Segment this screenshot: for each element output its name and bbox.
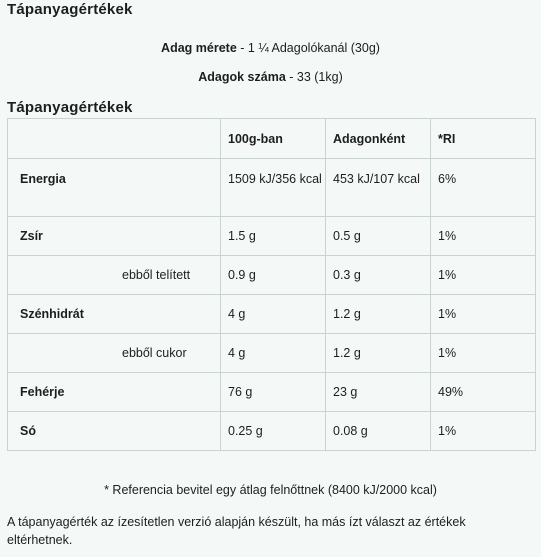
row-per100: 1.5 g bbox=[221, 217, 326, 256]
row-name: Zsír bbox=[8, 217, 221, 256]
table-row bbox=[8, 373, 536, 412]
row-ri: 1% bbox=[431, 295, 536, 334]
row-ri: 49% bbox=[431, 373, 536, 412]
serving-size-label: Adag mérete bbox=[161, 41, 237, 55]
row-per-serving: 1.2 g bbox=[326, 334, 431, 373]
row-ri: 1% bbox=[431, 256, 536, 295]
header-cell-name bbox=[8, 119, 221, 159]
row-per100: 76 g bbox=[221, 373, 326, 412]
disclaimer: A tápanyagérték az ízesítetlen verzió alapján készült, ha más ízt választ az értékek eltérhetnek. bbox=[7, 515, 466, 547]
row-name: Szénhidrát bbox=[8, 295, 221, 334]
row-per-serving: 0.5 g bbox=[326, 217, 431, 256]
row-per100: 0.25 g bbox=[221, 412, 326, 451]
row-per-serving: 0.08 g bbox=[326, 412, 431, 451]
row-name: Energia bbox=[8, 159, 221, 217]
serving-size-value: - 1 ¼ Adagolókanál (30g) bbox=[236, 41, 380, 55]
row-name: ebből cukor bbox=[8, 334, 221, 373]
row-per100: 4 g bbox=[221, 295, 326, 334]
row-per100: 4 g bbox=[221, 334, 326, 373]
header-cell-ri: *RI bbox=[431, 119, 536, 159]
footnote: * Referencia bevitel egy átlag felnőttnek (8400 kJ/2000 kcal) bbox=[104, 483, 437, 497]
row-per-serving: 23 g bbox=[326, 373, 431, 412]
row-ri: 1% bbox=[431, 412, 536, 451]
header-cell-per100: 100g-ban bbox=[221, 119, 326, 159]
header-cell-per-serving: Adagonként bbox=[326, 119, 431, 159]
row-per-serving: 1.2 g bbox=[326, 295, 431, 334]
table-row bbox=[8, 217, 536, 256]
row-name: ebből telített bbox=[8, 256, 221, 295]
row-ri: 6% bbox=[431, 159, 536, 217]
nutrition-table bbox=[7, 118, 536, 451]
table-row bbox=[8, 334, 536, 373]
servings-count-value: - 33 (1kg) bbox=[285, 70, 343, 84]
servings-count bbox=[0, 70, 541, 84]
row-per100: 0.9 g bbox=[221, 256, 326, 295]
row-per100: 1509 kJ/356 kcal bbox=[221, 159, 326, 217]
table-row bbox=[8, 159, 536, 217]
table-header-row bbox=[8, 119, 536, 159]
row-ri: 1% bbox=[431, 334, 536, 373]
table-row bbox=[8, 295, 536, 334]
row-name: Só bbox=[8, 412, 221, 451]
serving-size bbox=[0, 41, 541, 55]
row-name: Fehérje bbox=[8, 373, 221, 412]
table-row bbox=[8, 256, 536, 295]
table-row bbox=[8, 412, 536, 451]
servings-count-label: Adagok száma bbox=[198, 70, 286, 84]
row-per-serving: 453 kJ/107 kcal bbox=[326, 159, 431, 217]
table-title: Tápanyagértékek bbox=[7, 99, 133, 116]
row-ri: 1% bbox=[431, 217, 536, 256]
row-per-serving: 0.3 g bbox=[326, 256, 431, 295]
page-title: Tápanyagértékek bbox=[7, 1, 133, 18]
